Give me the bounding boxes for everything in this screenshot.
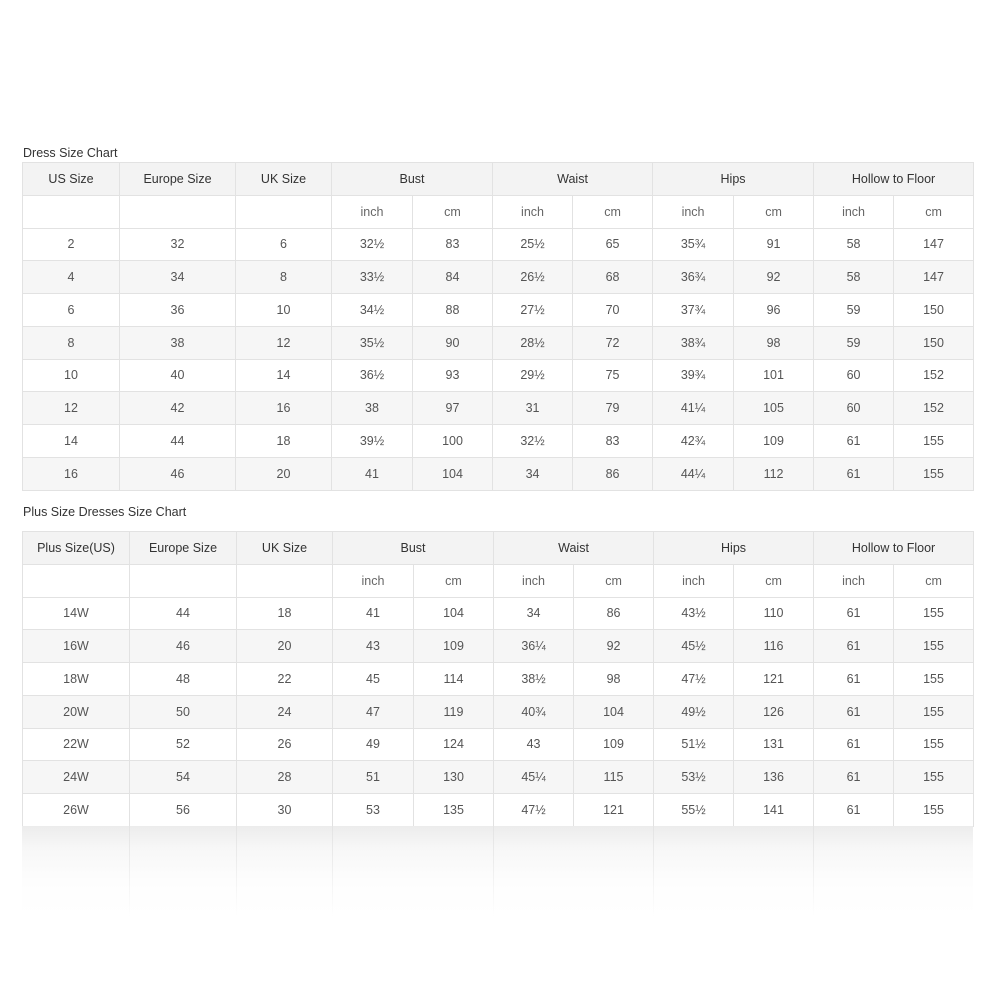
table-cell: 136	[734, 761, 814, 794]
table-cell: 61	[814, 630, 894, 663]
table-cell: 92	[574, 630, 654, 663]
table-cell: 32	[120, 228, 236, 261]
table-cell: 12	[23, 392, 120, 425]
header-row	[23, 163, 974, 196]
table-cell: 29½	[493, 359, 573, 392]
table-cell: 141	[734, 794, 814, 827]
table-cell: 25½	[493, 228, 573, 261]
table-cell: 59	[814, 294, 894, 327]
header-europe-size: Europe Size	[130, 532, 237, 565]
table-cell: 147	[894, 228, 974, 261]
table-cell: 26	[237, 728, 333, 761]
table-cell: 53½	[654, 761, 734, 794]
table-cell: 20	[237, 630, 333, 663]
table-cell: 61	[814, 761, 894, 794]
table-cell: 36¼	[494, 630, 574, 663]
table-cell: 8	[23, 326, 120, 359]
table-cell: 6	[236, 228, 332, 261]
table-cell: 44	[120, 425, 236, 458]
table-cell: 86	[573, 457, 653, 490]
units-cell-empty	[237, 564, 333, 597]
header-hips: Hips	[653, 163, 814, 196]
table-cell: 130	[414, 761, 494, 794]
table-cell: 43½	[654, 597, 734, 630]
table-cell: 109	[574, 728, 654, 761]
table-cell: 124	[414, 728, 494, 761]
table-cell: 119	[414, 695, 494, 728]
table-cell: 6	[23, 294, 120, 327]
table-cell: 55½	[654, 794, 734, 827]
table-cell: 155	[894, 457, 974, 490]
table-row	[23, 392, 974, 425]
table-cell: 2	[23, 228, 120, 261]
table-cell: 37¾	[653, 294, 734, 327]
table-row	[23, 663, 974, 696]
table-cell: 115	[574, 761, 654, 794]
table-cell: 4	[23, 261, 120, 294]
table-cell: 61	[814, 597, 894, 630]
table-cell: 39½	[332, 425, 413, 458]
table-cell: 20W	[23, 695, 130, 728]
unit-inch: inch	[654, 564, 734, 597]
table-cell: 61	[814, 457, 894, 490]
table-cell: 46	[120, 457, 236, 490]
table-cell: 100	[413, 425, 493, 458]
unit-cm: cm	[573, 195, 653, 228]
table-row	[23, 457, 974, 490]
table-row	[23, 794, 974, 827]
units-row	[23, 564, 974, 597]
table-cell: 72	[573, 326, 653, 359]
header-uk-size: UK Size	[237, 532, 333, 565]
table-cell: 18	[237, 597, 333, 630]
table-cell: 155	[894, 794, 974, 827]
table-cell: 34	[493, 457, 573, 490]
table-cell: 36	[120, 294, 236, 327]
table-cell: 10	[236, 294, 332, 327]
table-cell: 155	[894, 597, 974, 630]
table-cell: 152	[894, 359, 974, 392]
header-us-size: US Size	[23, 163, 120, 196]
units-cell-empty	[130, 564, 237, 597]
unit-inch: inch	[493, 195, 573, 228]
table-cell: 110	[734, 597, 814, 630]
table-cell: 31	[493, 392, 573, 425]
table-cell: 83	[573, 425, 653, 458]
table-cell: 51½	[654, 728, 734, 761]
table-cell: 35¾	[653, 228, 734, 261]
table-cell: 42¾	[653, 425, 734, 458]
table-cell: 8	[236, 261, 332, 294]
header-bust: Bust	[332, 163, 493, 196]
table-cell: 65	[573, 228, 653, 261]
header-row	[23, 532, 974, 565]
table-cell: 14W	[23, 597, 130, 630]
units-row	[23, 195, 974, 228]
table-cell: 10	[23, 359, 120, 392]
table-cell: 26W	[23, 794, 130, 827]
table-cell: 38	[120, 326, 236, 359]
table-cell: 27½	[493, 294, 573, 327]
units-cell-empty	[120, 195, 236, 228]
table-cell: 112	[734, 457, 814, 490]
table-row	[23, 597, 974, 630]
units-cell-empty	[23, 195, 120, 228]
table-cell: 61	[814, 728, 894, 761]
table-cell: 104	[574, 695, 654, 728]
table-cell: 75	[573, 359, 653, 392]
header-plus-size-us: Plus Size(US)	[23, 532, 130, 565]
table-cell: 61	[814, 663, 894, 696]
table-cell: 40	[120, 359, 236, 392]
table-cell: 135	[414, 794, 494, 827]
table-cell: 114	[414, 663, 494, 696]
table-row	[23, 630, 974, 663]
table-cell: 86	[574, 597, 654, 630]
table-cell: 56	[130, 794, 237, 827]
table-cell: 49½	[654, 695, 734, 728]
table-cell: 39¾	[653, 359, 734, 392]
table-row	[23, 761, 974, 794]
unit-cm: cm	[414, 564, 494, 597]
table-cell: 14	[23, 425, 120, 458]
dress-size-chart-title: Dress Size Chart	[23, 146, 118, 160]
table-cell: 84	[413, 261, 493, 294]
table-cell: 150	[894, 294, 974, 327]
table-cell: 61	[814, 695, 894, 728]
table-cell: 58	[814, 228, 894, 261]
table-row	[23, 425, 974, 458]
table-cell: 79	[573, 392, 653, 425]
table-cell: 52	[130, 728, 237, 761]
table-cell: 88	[413, 294, 493, 327]
table-cell: 58	[814, 261, 894, 294]
table-cell: 34	[120, 261, 236, 294]
table-cell: 16W	[23, 630, 130, 663]
unit-inch: inch	[333, 564, 414, 597]
table-cell: 116	[734, 630, 814, 663]
table-cell: 98	[734, 326, 814, 359]
header-hollow-to-floor: Hollow to Floor	[814, 163, 974, 196]
table-cell: 104	[413, 457, 493, 490]
table-cell: 46	[130, 630, 237, 663]
table-cell: 18W	[23, 663, 130, 696]
table-cell: 32½	[332, 228, 413, 261]
table-cell: 16	[23, 457, 120, 490]
table-cell: 51	[333, 761, 414, 794]
table-cell: 16	[236, 392, 332, 425]
table-cell: 22	[237, 663, 333, 696]
unit-inch: inch	[653, 195, 734, 228]
table-cell: 152	[894, 392, 974, 425]
table-cell: 61	[814, 425, 894, 458]
table-cell: 43	[333, 630, 414, 663]
table-cell: 68	[573, 261, 653, 294]
table-cell: 70	[573, 294, 653, 327]
table-cell: 109	[734, 425, 814, 458]
table-cell: 18	[236, 425, 332, 458]
unit-cm: cm	[734, 195, 814, 228]
units-cell-empty	[236, 195, 332, 228]
dress-size-table	[22, 162, 974, 491]
table-cell: 91	[734, 228, 814, 261]
table-cell: 38	[332, 392, 413, 425]
table-row	[23, 695, 974, 728]
table-cell: 22W	[23, 728, 130, 761]
table-cell: 36¾	[653, 261, 734, 294]
table-cell: 147	[894, 261, 974, 294]
table-cell: 109	[414, 630, 494, 663]
table-cell: 155	[894, 630, 974, 663]
table-cell: 59	[814, 326, 894, 359]
table-cell: 34	[494, 597, 574, 630]
table-cell: 90	[413, 326, 493, 359]
unit-cm: cm	[894, 195, 974, 228]
table-row	[23, 728, 974, 761]
header-uk-size: UK Size	[236, 163, 332, 196]
table-cell: 96	[734, 294, 814, 327]
table-cell: 92	[734, 261, 814, 294]
table-cell: 33½	[332, 261, 413, 294]
table-cell: 97	[413, 392, 493, 425]
table-cell: 30	[237, 794, 333, 827]
table-cell: 26½	[493, 261, 573, 294]
plus-size-chart-title: Plus Size Dresses Size Chart	[23, 505, 187, 519]
table-cell: 24	[237, 695, 333, 728]
table-cell: 150	[894, 326, 974, 359]
table-cell: 45	[333, 663, 414, 696]
table-cell: 41	[333, 597, 414, 630]
table-cell: 60	[814, 392, 894, 425]
header-waist: Waist	[494, 532, 654, 565]
table-cell: 155	[894, 761, 974, 794]
table-cell: 28½	[493, 326, 573, 359]
table-cell: 93	[413, 359, 493, 392]
header-hips: Hips	[654, 532, 814, 565]
table-cell: 45¼	[494, 761, 574, 794]
table-cell: 101	[734, 359, 814, 392]
table-reflection	[22, 826, 973, 916]
table-cell: 24W	[23, 761, 130, 794]
units-cell-empty	[23, 564, 130, 597]
table-cell: 83	[413, 228, 493, 261]
table-cell: 155	[894, 663, 974, 696]
table-cell: 43	[494, 728, 574, 761]
table-cell: 60	[814, 359, 894, 392]
table-cell: 20	[236, 457, 332, 490]
table-cell: 104	[414, 597, 494, 630]
unit-inch: inch	[332, 195, 413, 228]
table-cell: 50	[130, 695, 237, 728]
table-cell: 12	[236, 326, 332, 359]
table-cell: 45½	[654, 630, 734, 663]
table-cell: 41	[332, 457, 413, 490]
table-cell: 38½	[494, 663, 574, 696]
table-cell: 44	[130, 597, 237, 630]
unit-inch: inch	[814, 195, 894, 228]
table-cell: 61	[814, 794, 894, 827]
table-cell: 41¼	[653, 392, 734, 425]
table-cell: 35½	[332, 326, 413, 359]
table-cell: 32½	[493, 425, 573, 458]
table-row	[23, 294, 974, 327]
table-cell: 49	[333, 728, 414, 761]
table-cell: 14	[236, 359, 332, 392]
table-cell: 121	[574, 794, 654, 827]
table-cell: 47½	[494, 794, 574, 827]
header-hollow-to-floor: Hollow to Floor	[814, 532, 974, 565]
unit-cm: cm	[894, 564, 974, 597]
header-waist: Waist	[493, 163, 653, 196]
table-cell: 36½	[332, 359, 413, 392]
table-cell: 28	[237, 761, 333, 794]
unit-cm: cm	[734, 564, 814, 597]
table-row	[23, 359, 974, 392]
table-cell: 155	[894, 728, 974, 761]
table-cell: 131	[734, 728, 814, 761]
table-cell: 40¾	[494, 695, 574, 728]
header-europe-size: Europe Size	[120, 163, 236, 196]
unit-inch: inch	[494, 564, 574, 597]
table-cell: 48	[130, 663, 237, 696]
table-cell: 34½	[332, 294, 413, 327]
table-cell: 126	[734, 695, 814, 728]
table-row	[23, 261, 974, 294]
plus-size-table	[22, 531, 974, 827]
table-cell: 98	[574, 663, 654, 696]
unit-inch: inch	[814, 564, 894, 597]
table-cell: 42	[120, 392, 236, 425]
unit-cm: cm	[574, 564, 654, 597]
table-row	[23, 228, 974, 261]
table-row	[23, 326, 974, 359]
header-bust: Bust	[333, 532, 494, 565]
table-cell: 47	[333, 695, 414, 728]
table-cell: 105	[734, 392, 814, 425]
table-cell: 155	[894, 695, 974, 728]
unit-cm: cm	[413, 195, 493, 228]
table-cell: 53	[333, 794, 414, 827]
table-cell: 121	[734, 663, 814, 696]
table-cell: 155	[894, 425, 974, 458]
table-cell: 54	[130, 761, 237, 794]
table-cell: 47½	[654, 663, 734, 696]
table-cell: 44¼	[653, 457, 734, 490]
table-cell: 38¾	[653, 326, 734, 359]
